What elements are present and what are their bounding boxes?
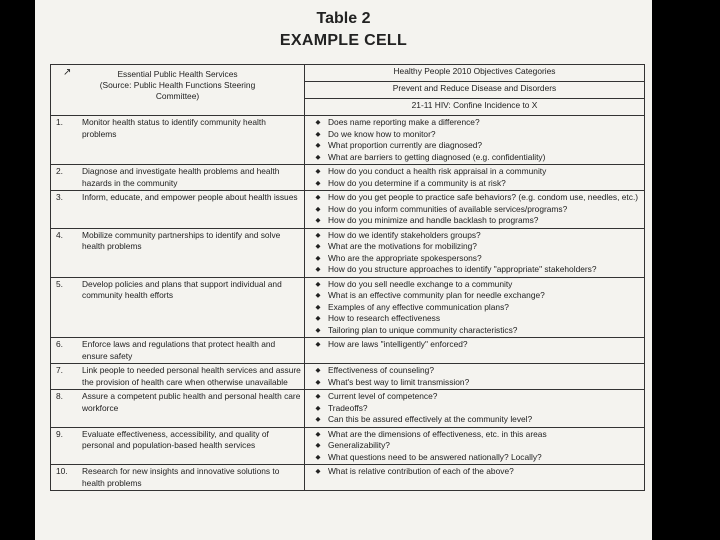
questions-cell: [305, 277, 645, 338]
service-text: Link people to needed personal health services and assure the provision of health care when otherwise unavailable: [82, 365, 301, 387]
diamond-bullet-icon: ◆: [315, 453, 321, 461]
question-text: Generalizability?: [328, 440, 390, 450]
table-row: [51, 116, 645, 165]
question-item: [308, 325, 641, 337]
question-item: [308, 204, 641, 216]
question-item: [308, 452, 641, 464]
question-item: [308, 178, 641, 190]
diamond-bullet-icon: ◆: [315, 303, 321, 311]
header-left-line: Essential Public Health Services: [117, 69, 238, 79]
question-item: [308, 279, 641, 291]
questions-cell: [305, 364, 645, 390]
service-cell: [51, 116, 305, 165]
question-text: How do you minimize and handle backlash to programs?: [328, 215, 539, 225]
diamond-bullet-icon: ◆: [315, 468, 321, 475]
question-text: Tailoring plan to unique community characteristics?: [328, 324, 518, 335]
service-cell: [51, 277, 305, 338]
question-item: [308, 215, 641, 227]
diamond-bullet-icon: ◆: [315, 393, 321, 400]
service-text: Assure a competent public health and personal health care workforce: [82, 391, 301, 413]
service-number: 7.: [56, 365, 63, 375]
question-text: Do we know how to monitor?: [328, 128, 436, 139]
service-cell: [51, 364, 305, 390]
question-text: What's best way to limit transmission?: [328, 376, 470, 387]
question-text: Does name reporting make a difference?: [328, 117, 480, 127]
service-cell: [51, 191, 305, 229]
table-row: [51, 390, 645, 428]
question-text: Effectiveness of counseling?: [328, 365, 434, 375]
question-item: [308, 440, 641, 452]
diamond-bullet-icon: ◆: [315, 243, 321, 250]
question-text: What is relative contribution of each of the above?: [328, 466, 514, 476]
diamond-bullet-icon: ◆: [315, 217, 321, 224]
table-row: [51, 338, 645, 364]
diamond-bullet-icon: ◆: [315, 168, 321, 175]
header-left-line: Committee): [155, 91, 200, 101]
service-text: Enforce laws and regulations that protect health and ensure safety: [82, 339, 276, 361]
question-item: [308, 391, 641, 403]
diamond-bullet-icon: ◆: [315, 416, 321, 423]
question-text: What are the motivations for mobilizing?: [328, 241, 477, 251]
question-item: [308, 253, 641, 265]
service-text: Diagnose and investigate health problems and health hazards in the community: [82, 166, 280, 188]
question-item: [308, 466, 641, 478]
service-number: 9.: [56, 428, 63, 439]
diamond-bullet-icon: ◆: [315, 254, 321, 262]
diamond-bullet-icon: ◆: [315, 119, 321, 126]
diamond-bullet-icon: ◆: [315, 378, 321, 386]
diamond-bullet-icon: ◆: [315, 367, 321, 374]
question-text: Who are the appropriate spokespersons?: [328, 252, 482, 263]
diamond-bullet-icon: ◆: [315, 142, 321, 149]
question-item: [308, 414, 641, 426]
question-text: Examples of any effective communication plans?: [328, 301, 509, 312]
service-text: Inform, educate, and empower people about health issues: [82, 192, 298, 202]
diamond-bullet-icon: ◆: [315, 292, 321, 299]
service-text: Develop policies and plans that support individual and community health efforts: [82, 278, 282, 300]
question-item: [308, 403, 641, 415]
question-text: Can this be assured effectively at the community level?: [328, 414, 533, 424]
service-number: 10.: [56, 466, 68, 476]
header-row: [51, 65, 645, 82]
question-item: [308, 365, 641, 377]
questions-cell: [305, 427, 645, 465]
diamond-bullet-icon: ◆: [315, 153, 321, 161]
question-item: [308, 339, 641, 351]
question-text: Current level of competence?: [328, 391, 438, 401]
question-text: How do you determine if a community is at risk?: [328, 177, 506, 188]
service-text: Evaluate effectiveness, accessibility, and quality of personal and population-based health services: [82, 428, 269, 450]
document-page: [35, 0, 652, 540]
service-number: 3.: [56, 192, 63, 202]
service-number: 6.: [56, 339, 63, 349]
questions-cell: [305, 191, 645, 229]
question-item: [308, 117, 641, 129]
service-text: Monitor health status to identify community health problems: [82, 117, 266, 139]
table-row: [51, 191, 645, 229]
question-text: How are laws "intelligently" enforced?: [328, 339, 468, 349]
question-text: How do you inform communities of available services/programs?: [328, 203, 568, 214]
table-row: [51, 228, 645, 277]
header-services-cell: [51, 65, 305, 116]
diamond-bullet-icon: ◆: [315, 205, 321, 213]
question-item: [308, 192, 641, 204]
question-text: How to research effectiveness: [328, 313, 441, 323]
service-number: 4.: [56, 229, 63, 240]
questions-cell: [305, 165, 645, 191]
table-row: [51, 277, 645, 338]
diamond-bullet-icon: ◆: [315, 231, 321, 239]
diamond-bullet-icon: ◆: [315, 430, 321, 438]
question-text: How do you structure approaches to identify "appropriate" stakeholders?: [328, 264, 597, 274]
diamond-bullet-icon: ◆: [315, 315, 321, 322]
question-text: What proportion currently are diagnosed?: [328, 140, 483, 150]
diamond-bullet-icon: ◆: [315, 130, 321, 138]
table-subtitle: EXAMPLE CELL: [279, 32, 408, 49]
service-cell: [51, 338, 305, 364]
diamond-bullet-icon: ◆: [315, 194, 321, 201]
questions-cell: [305, 465, 645, 491]
service-text: Research for new insights and innovative solutions to health problems: [82, 466, 280, 488]
example-cell-table: [50, 64, 645, 491]
header-left-line: (Source: Public Health Functions Steering: [99, 80, 256, 90]
question-text: How do you conduct a health risk appraisal in a community: [328, 166, 547, 176]
question-item: [308, 313, 641, 325]
question-text: What are the dimensions of effectiveness, etc. in this areas: [328, 428, 547, 439]
header-objective: 21-11 HIV: Confine Incidence to X: [305, 99, 645, 116]
questions-cell: [305, 116, 645, 165]
question-text: How do we identify stakeholders groups?: [328, 229, 481, 240]
service-number: 2.: [56, 166, 63, 176]
question-item: [308, 241, 641, 253]
diamond-bullet-icon: ◆: [315, 404, 321, 412]
service-text: Mobilize community partnerships to identify and solve health problems: [82, 229, 281, 251]
questions-cell: [305, 390, 645, 428]
question-text: Tradeoffs?: [328, 402, 368, 413]
question-text: How do you get people to practice safe behaviors? (e.g. condom use, needles, etc.): [328, 192, 639, 202]
service-number: 8.: [56, 391, 63, 401]
service-cell: [51, 390, 305, 428]
arrow-up-left-icon: ↗: [63, 67, 72, 78]
question-item: [308, 152, 641, 164]
service-cell: [51, 228, 305, 277]
questions-cell: [305, 228, 645, 277]
question-text: What questions need to be answered nationally? Locally?: [328, 451, 542, 462]
diamond-bullet-icon: ◆: [315, 179, 321, 187]
question-item: [308, 140, 641, 152]
table-row: [51, 165, 645, 191]
question-item: [308, 377, 641, 389]
question-item: [308, 429, 641, 441]
question-item: [308, 302, 641, 314]
question-item: [308, 264, 641, 276]
service-number: 1.: [56, 117, 63, 127]
service-cell: [51, 465, 305, 491]
question-item: [308, 290, 641, 302]
service-cell: [51, 427, 305, 465]
question-text: How do you sell needle exchange to a community: [328, 278, 513, 289]
service-number: 5.: [56, 278, 63, 289]
table-row: [51, 364, 645, 390]
diamond-bullet-icon: ◆: [315, 341, 321, 348]
header-objectives-category: Healthy People 2010 Objectives Categories: [305, 65, 645, 82]
diamond-bullet-icon: ◆: [315, 326, 321, 334]
diamond-bullet-icon: ◆: [315, 280, 321, 288]
diamond-bullet-icon: ◆: [315, 266, 321, 273]
question-text: What is an effective community plan for needle exchange?: [328, 290, 545, 300]
diamond-bullet-icon: ◆: [315, 442, 321, 449]
question-item: [308, 166, 641, 178]
table-row: [51, 427, 645, 465]
questions-cell: [305, 338, 645, 364]
header-focus-area: Prevent and Reduce Disease and Disorders: [305, 82, 645, 99]
service-cell: [51, 165, 305, 191]
question-item: [308, 129, 641, 141]
table-title: Table 2: [316, 10, 371, 27]
question-text: What are barriers to getting diagnosed (e.g. confidentiality): [328, 151, 546, 162]
question-item: [308, 230, 641, 242]
table-row: [51, 465, 645, 491]
